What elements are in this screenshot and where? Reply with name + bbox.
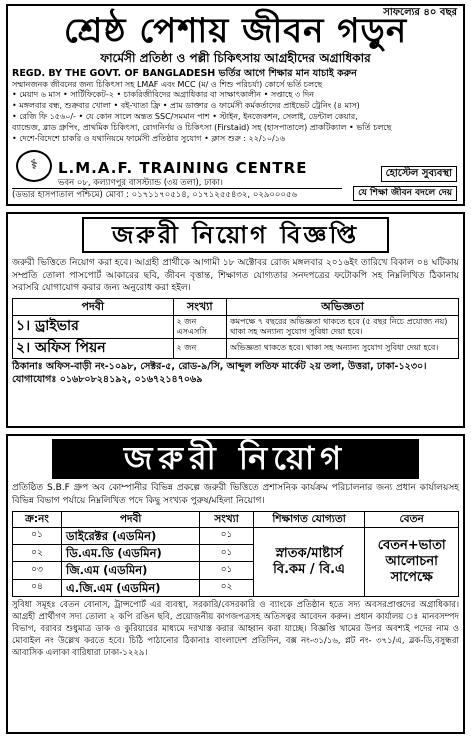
salary-cell: বেতন+ভাতা আলোচনা সাপেক্ষে bbox=[365, 527, 459, 597]
row-count: ০১ bbox=[200, 527, 254, 544]
job-post: ২। অফিস পিয়ন bbox=[13, 338, 174, 359]
ad1-tagline: সাফল্যের ৪০ বছর bbox=[383, 7, 457, 18]
col-header: পদবী bbox=[13, 298, 174, 315]
hostel-badge: হোস্টেল সুব্যবস্থা bbox=[381, 166, 457, 183]
row-number: ০১ bbox=[13, 527, 62, 544]
institute-address: ভবন ০৮, কল্যাণপুর বাসস্ট্যান্ড (৩য় তলা), ঢাকা। bbox=[58, 177, 223, 188]
row-number: ০৪ bbox=[13, 579, 62, 596]
col-header: পদবী bbox=[62, 511, 200, 527]
recruitment-notice-ad bbox=[6, 212, 465, 428]
qualification-cell: স্নাতক/মাষ্টার্স বি.কম / বি.এ bbox=[253, 527, 365, 597]
col-header: বেতন bbox=[365, 511, 459, 527]
col-header: সংখ্যা bbox=[173, 298, 227, 315]
ad1-line: • রেজি ফি ১৫৬০/- • যে কোন সালে অন্তত SSC/সমমান পাশ • স্টাইন, ইনজেকশন, সেলাই, ডেন্টাল কেয়ার, bbox=[12, 111, 358, 121]
ad1-title: শ্রেষ্ঠ পেশায় জীবন গড়ুন bbox=[63, 11, 408, 51]
job-experience: কমপক্ষে ৭ বছরের অভিজ্ঞতা থাকতে হবে (৫ বছর নিচে প্রযোজ্য নয়) থাকা সহ অন্যান্য সুযোগ সুবিধা দেয়া হবে। bbox=[227, 315, 459, 338]
institute-phone: (ডভার হাসপাতাল পশ্চিমে) মোবা : ০১৭১১৭০৫১৪, ০১৭১২৫৫৪৩২, ০২৯০০০৫৬ bbox=[12, 188, 342, 201]
job-experience: অভিজ্ঞতা থাকতে হবে। থাকা সহ অন্যান্য সুযোগ সুবিধা দেয়া হবে। bbox=[227, 338, 459, 359]
sbf-recruitment-ad bbox=[6, 434, 465, 734]
job-count: ২ জন এসএসসি bbox=[173, 315, 227, 338]
row-number: ০৩ bbox=[13, 562, 62, 579]
ad3-footer: সুবিধা সমূহঃ বেতন বোনাস, ট্রান্সপোর্ট এর ব্যবস্থা, সরকারি/বেসরকারি ও ব্যাংকে প্রতিষ্ঠান হতে সদ্য অবসরপ্রাপ্তদের অগ্রাধিকার। আগ্রহী প্রার্থীগণ সদ্য তোলা ২ কপি রঙিন ছবি, প্রয়োজনীয় কাগজপত্রসহ অতিসত্বর আবেদন করুন। প্রধান কার্যালয় ঃ মানবসম্পদ বিভাগ, বরাবর শুধুমাত্র ডাক ও কুরিয়ারের মাধ্যমে দরখাস্ত করার আহ্বান করা যাচ্ছে। বিজ্ঞপ্তি খামের উপর অবশ্যই পদের নাম ও মোবাইল নং উল্লেখ করতে হবে। চিঠি পাঠানোর ঠিকানাঃ বাংলাদেশ প্রতিদিন, বক্স নং-৩১/১৬, প্লট নং- ৩৭১/এ, ব্লক-ডি,বসুন্ধরা আবাসিক এলাকা বারিধারা ঢাকা-১২২৯। bbox=[12, 600, 459, 658]
table-header-row bbox=[13, 511, 459, 527]
ad3-title: জরুরী নিয়োগ bbox=[52, 439, 419, 479]
job-post: ১। ড্রাইভার bbox=[13, 315, 174, 338]
slogan-badge: যে শিক্ষা জীবন বদলে দেয় bbox=[353, 186, 457, 201]
ad1-line: • দেশে-বিদেশে চাকরি ও যথানিয়মে ফার্মেসী প্রতিষ্ঠার সুযোগ • ক্লাস শুরু : ২২/১০/১৬ bbox=[12, 133, 286, 143]
row-post: ডি.এম.ডি (এডমিন) bbox=[62, 545, 200, 562]
institute-name: L.M.A.F. TRAINING CENTRE bbox=[58, 159, 308, 177]
table-row bbox=[13, 315, 459, 338]
col-header: অভিজ্ঞতা bbox=[227, 298, 459, 315]
ad2-contact: ঠিকানাঃ অফিস-বাড়ী নং-১০৯৮, সেক্টর-৫, রোড-৯/সি, আব্দুল লতিফ মার্কেট ২য় তলা, উত্তরা, ঢাকা-১২৩০। যোগাযোগঃ ০১৬৮০৮২৪১৯২, ০১৬৭২১৪৭০৬৯ bbox=[12, 361, 427, 385]
table-row bbox=[13, 338, 459, 359]
ad2-title: জরুরী নিয়োগ বিজ্ঞপ্তি bbox=[82, 217, 389, 253]
ad3-body: প্রতিষ্ঠিত S.B.F গ্রুপ অব কোম্পানীর বিভিন্ন প্রকল্পে জরুরী ভিত্তিতে প্রশাসনিক কার্যক্রম পরিচালনার জন্য প্রধান কার্যালয়সহ বিভিন্ন বিভাগ পর্যায়ে নিম্নলিখিত পদে কিছু সংখ্যক পুরুষ/মহিলা নিয়োগ। bbox=[12, 483, 459, 506]
row-post: জি.এম (এডমিন) bbox=[62, 562, 200, 579]
table-row bbox=[13, 527, 459, 544]
ad1-institute-block bbox=[12, 159, 342, 201]
table-header-row bbox=[13, 298, 459, 315]
col-header: শিক্ষাগত যোগ্যতা bbox=[253, 511, 365, 527]
row-count: ০২ bbox=[200, 579, 254, 596]
ad3-jobs-table bbox=[12, 511, 459, 598]
row-count: ০১ bbox=[200, 545, 254, 562]
ad1-subtitle: ফার্মেসী প্রতিষ্ঠা ও পল্লী চিকিৎসায় আগ্রহীদের অগ্রাধিকার bbox=[100, 50, 371, 65]
ad2-jobs-table bbox=[12, 298, 459, 359]
job-count: ২ জন bbox=[173, 338, 227, 359]
col-header: ক্র:নং bbox=[13, 511, 62, 527]
col-header: সংখ্যা bbox=[200, 511, 254, 527]
ad1-line: • মঙ্গলবার বন্ধ, শুক্রবার খোলা • বই-খাতা ফ্রি • প্রাম ডাক্তার ও ফার্মেসী কর্মকর্তাদের প্রাইভেট ট্রেনিং (৪ মাস) bbox=[12, 101, 360, 111]
caduceus-logo-icon: ⚕ bbox=[16, 150, 52, 182]
row-post: ডাইরেক্টর (এডমিন) bbox=[62, 527, 200, 544]
ad2-body: জরুরী ভিত্তিতে নিয়োগ করা হবে। আগ্রহী প্রার্থীকে আগামী ১৮ অক্টোবর রোজ মঙ্গলবার ২০১৬ইং তারিখে বিকাল ০৪ ঘটিকায় সম্প্রতি তোলা পাসপোর্ট আকারের ছবি, জীবন বৃত্তান্ত, শিক্ষাগত যোগ্যতার সনদপত্রের ফটোকপি সহ নিম্নলিখিত ঠিকানায় সরাসরি যোগাযোগ করার জন্য অনুরোধ করা হইল। bbox=[12, 258, 459, 294]
row-count: ০১ bbox=[200, 562, 254, 579]
training-centre-ad bbox=[6, 4, 465, 206]
row-post: এ.জি.এম (এডমিন) bbox=[62, 579, 200, 596]
row-number: ০২ bbox=[13, 545, 62, 562]
ad1-line: • মেয়াদ ৬ মাস • সার্টিফিকেট-২ • চাকরিজীবিদের অগ্রাধিকার বা সাক্ষাৎকালীন • সপ্তাহে ৩ দিন bbox=[12, 90, 315, 100]
ad1-line: ব্যান্ডেজ, ব্লাড গ্রুপিং, প্রাথমিক চিকিৎসা, রোগনির্ণয় ও চিকিৎসা (Firstaid) সহ (হাসপাতালে) প্রাকটিক্যাল • ভর্তি চলছে bbox=[12, 122, 392, 132]
ad1-line: সম্মানজনক জীবনের জন্য চিকিৎসা সহ LMAF এবং MCC (ম/ ও শিশু পরিচর্যা) কোর্সে ভর্তি চলছে bbox=[12, 79, 323, 89]
ad1-details bbox=[12, 80, 459, 145]
ad1-regd: REGD. BY THE GOVT. OF BANGLADESH ভর্তির আগে শিক্ষার মান যাচাই করুন bbox=[12, 67, 357, 79]
